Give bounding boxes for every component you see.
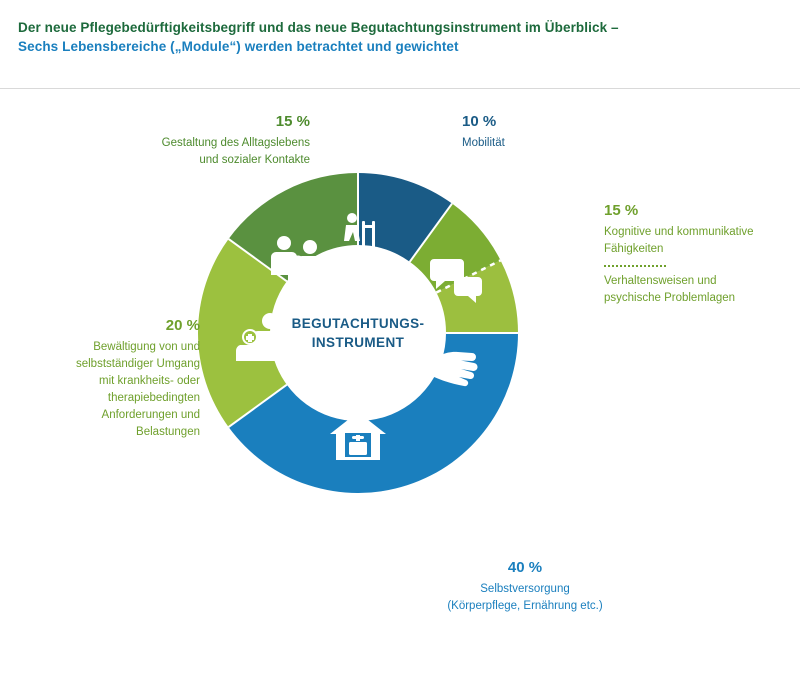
title-line-1: Der neue Pflegebedürftigkeitsbegriff und das neue Begutachtungsinstrument im Überblick –: [18, 20, 619, 35]
callout-verhaltensweisen-line-1: Verhaltensweisen und: [604, 275, 717, 287]
donut-chart: [0, 95, 800, 691]
callout-kognitive-pct: 15 %: [604, 202, 639, 219]
callout-selbstversorgung-line-2: (Körperpflege, Ernährung etc.): [447, 600, 603, 612]
center-label-line-2: INSTRUMENT: [311, 335, 405, 350]
callout-bewaeltigung-line-2: selbstständiger Umgang: [75, 358, 200, 370]
callout-gestaltung-line-2: und sozialer Kontakte: [199, 154, 310, 166]
callout-verhaltensweisen-line-2: psychische Problemlagen: [604, 292, 736, 304]
title-line-2: Sechs Lebensbereiche („Module“) werden betrachtet und gewichtet: [18, 39, 459, 54]
callout-bewaeltigung-line-5: Anforderungen und: [101, 409, 200, 421]
callout-gestaltung-line-1: Gestaltung des Alltagslebens: [161, 137, 310, 149]
callout-selbstversorgung: [360, 557, 690, 615]
callout-bewaeltigung-line-3: mit krankheits- oder: [99, 375, 200, 387]
callout-kognitive-line-2: Fähigkeiten: [604, 243, 664, 255]
callout-bewaeltigung-line-6: Belastungen: [136, 426, 200, 438]
callout-bewaeltigung: [18, 315, 200, 441]
callout-mobilitaet: [462, 111, 682, 152]
callout-mobilitaet-pct: 10 %: [462, 113, 497, 130]
callout-kognitive: [604, 200, 796, 307]
callout-selbstversorgung-pct: 40 %: [507, 559, 543, 576]
page-title: [18, 18, 782, 56]
callout-bewaeltigung-pct: 20 %: [165, 317, 200, 334]
callout-kognitive-line-1: Kognitive und kommunikative: [604, 226, 754, 238]
center-label-line-1: BEGUTACHTUNGS-: [291, 316, 425, 331]
header-divider: [0, 88, 800, 89]
callout-bewaeltigung-line-1: Bewältigung von und: [93, 341, 200, 353]
callout-gestaltung: [60, 111, 310, 169]
donut-graphic: [198, 173, 518, 493]
callout-bewaeltigung-line-4: therapiebedingten: [107, 392, 200, 404]
callout-selbstversorgung-line-1: Selbstversorgung: [480, 583, 570, 595]
callout-mobilitaet-line-1: Mobilität: [462, 137, 505, 149]
callout-gestaltung-pct: 15 %: [275, 113, 310, 130]
callout-dotted-separator: [604, 265, 666, 267]
